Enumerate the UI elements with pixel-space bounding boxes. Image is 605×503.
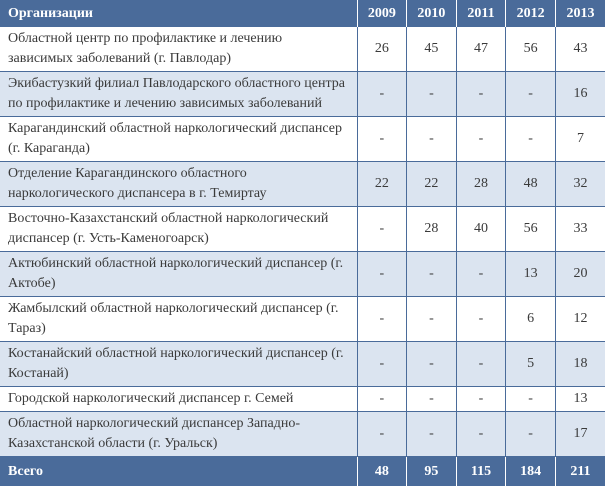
value-cell: 5 <box>506 342 556 387</box>
column-header-2012: 2012 <box>506 0 556 27</box>
value-cell: - <box>456 342 506 387</box>
table-header-row <box>0 0 605 27</box>
value-cell: - <box>357 342 407 387</box>
column-header-2011: 2011 <box>456 0 506 27</box>
table-row <box>0 252 605 297</box>
table-row <box>0 72 605 117</box>
totals-row <box>0 457 605 487</box>
value-cell: - <box>357 117 407 162</box>
value-cell: 47 <box>456 27 506 72</box>
value-cell: - <box>506 412 556 457</box>
value-cell: 26 <box>357 27 407 72</box>
total-2012: 184 <box>506 457 556 487</box>
value-cell: 20 <box>555 252 605 297</box>
column-header-2009: 2009 <box>357 0 407 27</box>
column-header-2013: 2013 <box>555 0 605 27</box>
value-cell: 17 <box>555 412 605 457</box>
value-cell: - <box>407 387 457 412</box>
value-cell: 56 <box>506 207 556 252</box>
value-cell: 12 <box>555 297 605 342</box>
total-2011: 115 <box>456 457 506 487</box>
value-cell: - <box>357 252 407 297</box>
value-cell: - <box>506 117 556 162</box>
table-row <box>0 387 605 412</box>
total-2009: 48 <box>357 457 407 487</box>
organization-name: Костанайский областной наркологический диспансер (г. Костанай) <box>0 342 357 387</box>
value-cell: - <box>357 297 407 342</box>
organization-name: Экибастузкий филиал Павлодарского областного центра по профилактике и лечению зависимых заболеваний <box>0 72 357 117</box>
value-cell: - <box>407 252 457 297</box>
total-2013: 211 <box>555 457 605 487</box>
value-cell: 6 <box>506 297 556 342</box>
organization-name: Карагандинский областной наркологический диспансер (г. Караганда) <box>0 117 357 162</box>
value-cell: - <box>407 412 457 457</box>
value-cell: 33 <box>555 207 605 252</box>
organization-name: Городской наркологический диспансер г. Семей <box>0 387 357 412</box>
value-cell: 32 <box>555 162 605 207</box>
total-2010: 95 <box>407 457 457 487</box>
value-cell: 16 <box>555 72 605 117</box>
organization-name: Жамбылский областной наркологический диспансер (г. Тараз) <box>0 297 357 342</box>
value-cell: - <box>357 72 407 117</box>
value-cell: - <box>456 72 506 117</box>
value-cell: - <box>357 387 407 412</box>
totals-label: Всего <box>0 457 357 487</box>
table-row <box>0 27 605 72</box>
value-cell: - <box>456 412 506 457</box>
organization-name: Областной центр по профилактике и лечению зависимых заболеваний (г. Павлодар) <box>0 27 357 72</box>
table-row <box>0 207 605 252</box>
value-cell: 13 <box>555 387 605 412</box>
value-cell: - <box>357 207 407 252</box>
value-cell: - <box>456 387 506 412</box>
value-cell: - <box>407 117 457 162</box>
value-cell: - <box>506 387 556 412</box>
table-row <box>0 412 605 457</box>
value-cell: 28 <box>407 207 457 252</box>
value-cell: - <box>357 412 407 457</box>
value-cell: 28 <box>456 162 506 207</box>
value-cell: 43 <box>555 27 605 72</box>
value-cell: - <box>407 342 457 387</box>
value-cell: 18 <box>555 342 605 387</box>
value-cell: - <box>506 72 556 117</box>
value-cell: 13 <box>506 252 556 297</box>
column-header-organizations: Организации <box>0 0 357 27</box>
column-header-2010: 2010 <box>407 0 457 27</box>
table-row <box>0 117 605 162</box>
organization-name: Областной наркологический диспансер Западно-Казахстанской области (г. Уральск) <box>0 412 357 457</box>
value-cell: - <box>456 252 506 297</box>
value-cell: 22 <box>407 162 457 207</box>
value-cell: 45 <box>407 27 457 72</box>
organization-name: Восточно-Казахстанский областной наркологический диспансер (г. Усть-Каменогоарск) <box>0 207 357 252</box>
organization-name: Актюбинский областной наркологический диспансер (г. Актобе) <box>0 252 357 297</box>
value-cell: 48 <box>506 162 556 207</box>
value-cell: 56 <box>506 27 556 72</box>
value-cell: - <box>407 72 457 117</box>
value-cell: 40 <box>456 207 506 252</box>
organization-name: Отделение Карагандинского областного наркологического диспансера в г. Темиртау <box>0 162 357 207</box>
value-cell: - <box>456 297 506 342</box>
value-cell: - <box>456 117 506 162</box>
value-cell: - <box>407 297 457 342</box>
value-cell: 22 <box>357 162 407 207</box>
value-cell: 7 <box>555 117 605 162</box>
table-row <box>0 342 605 387</box>
table-row <box>0 297 605 342</box>
table-row <box>0 162 605 207</box>
